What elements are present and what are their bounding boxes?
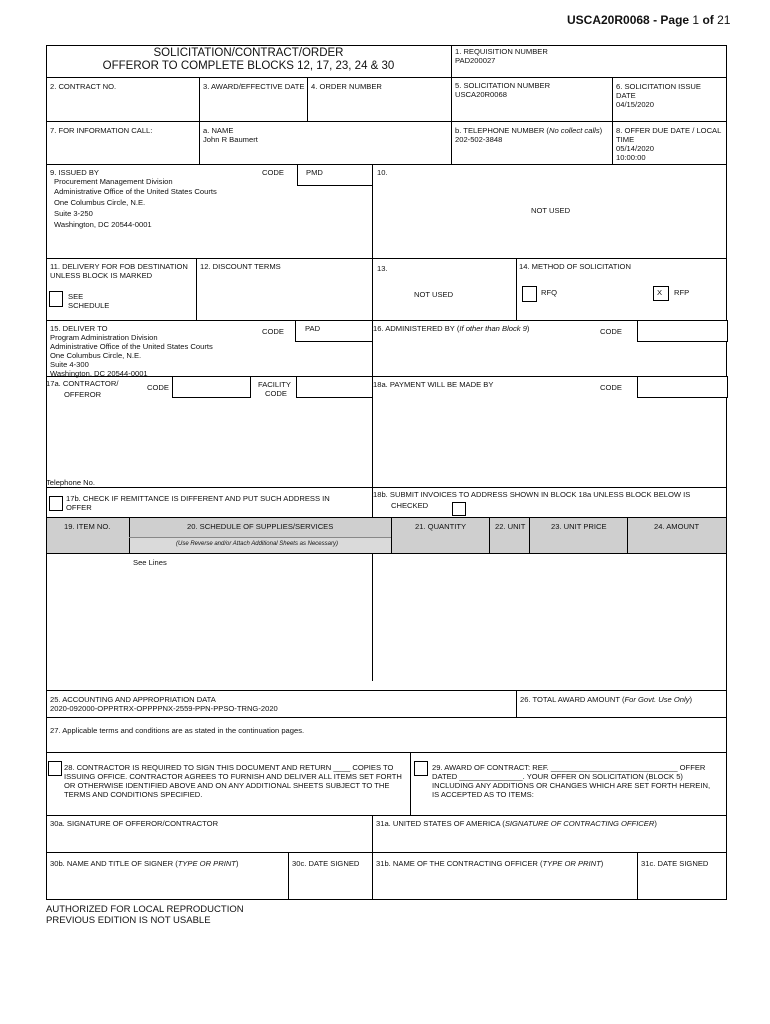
deliver-to-line-2: Administrative Office of the United States Courts [50,342,213,351]
award-date-label: 3. AWARD/EFFECTIVE DATE [203,82,305,91]
invoice-checkbox[interactable] [452,502,466,516]
invoice-label-1: 18b. SUBMIT INVOICES TO ADDRESS SHOWN IN BLOCK 18a UNLESS BLOCK BELOW IS [373,490,691,499]
issue-date-label-1: 6. SOLICITATION ISSUE [616,82,701,91]
contractor-sign-checkbox[interactable] [48,761,62,776]
total-award-label: 26. TOTAL AWARD AMOUNT (For Govt. Use Only) [520,695,693,704]
award-contract-checkbox[interactable] [414,761,428,776]
page-number: 1 [692,13,700,27]
facility-code-box [296,376,373,398]
contact-name-value: John R Baumert [203,135,258,144]
block29-line-3: INCLUDING ANY ADDITIONS OR CHANGES WHICH ARE SET FORTH HEREIN, [432,781,711,790]
signer-name-label: 30b. NAME AND TITLE OF SIGNER (TYPE OR PRINT) [50,859,239,868]
contact-name-label: a. NAME [203,126,234,135]
deliver-to-label: 15. DELIVER TO [50,324,108,333]
block29-line-1: 29. AWARD OF CONTRACT: REF. ______________________________ OFFER [432,763,706,772]
deliver-to-line-1: Program Administration Division [50,333,158,342]
remittance-label-1: 17b. CHECK IF REMITTANCE IS DIFFERENT AND PUT SUCH ADDRESS IN [66,494,330,503]
telephone-value: 202-502-3848 [455,135,503,144]
block13-label: 13. [377,264,388,273]
offeror-date-signed-label: 30c. DATE SIGNED [292,859,360,868]
payment-code-label: CODE [600,383,622,392]
col-quantity: 21. QUANTITY [415,522,467,531]
officer-name-label: 31b. NAME OF THE CONTRACTING OFFICER (TYPE OR PRINT) [376,859,604,868]
contractor-code-label: CODE [147,383,169,392]
rfq-label: RFQ [541,288,558,297]
see-schedule-checkbox[interactable] [49,291,63,307]
contracting-officer-signature-label: 31a. UNITED STATES OF AMERICA (SIGNATURE OF CONTRACTING OFFICER) [376,819,657,828]
col-schedule: 20. SCHEDULE OF SUPPLIES/SERVICES [187,522,334,531]
offeror-signature-label: 30a. SIGNATURE OF OFFEROR/CONTRACTOR [50,819,219,828]
block29-line-2: DATED _______________. YOUR OFFER ON SOLICITATION (BLOCK 5) [432,772,683,781]
accounting-value: 2020-092000-OPPRTRX-OPPPPNX-2559-PPN-PPSO-TRNG-2020 [50,704,278,713]
offer-due-label-1: 8. OFFER DUE DATE / LOCAL [616,126,722,135]
issue-date-value: 04/15/2020 [616,100,655,109]
issued-by-line-4: Suite 3-250 [54,209,93,218]
discount-terms-label: 12. DISCOUNT TERMS [200,262,281,271]
fob-label-1: 11. DELIVERY FOR FOB DESTINATION [50,262,188,271]
see-schedule-label-2: SCHEDULE [68,301,110,310]
form-title-line2: OFFEROR TO COMPLETE BLOCKS 12, 17, 23, 24 & 30 [102,60,395,72]
telephone-no-label: Telephone No. [46,478,95,487]
col-unit: 22. UNIT [495,522,526,531]
contractor-code-box [172,376,251,398]
solicitation-number-value: USCA20R0068 [455,90,507,99]
col-unit-price: 23. UNIT PRICE [551,522,607,531]
solicitation-number-label: 5. SOLICITATION NUMBER [455,81,551,90]
issued-by-label: 9. ISSUED BY [50,168,99,177]
deliver-to-line-3: One Columbus Circle, N.E. [50,351,142,360]
rfp-label: RFP [674,288,690,297]
order-number-label: 4. ORDER NUMBER [311,82,382,91]
offer-due-label-2: TIME [616,135,635,144]
fob-label-2: UNLESS BLOCK IS MARKED [50,271,153,280]
issued-by-line-1: Procurement Management Division [54,177,173,186]
deliver-to-line-4: Suite 4-300 [50,360,89,369]
block10-label: 10. [377,168,388,177]
accounting-label: 25. ACCOUNTING AND APPROPRIATION DATA [50,695,216,704]
facility-code-label-2: CODE [265,389,287,398]
payment-code-box [637,376,728,398]
block28-line-2: ISSUING OFFICE. CONTRACTOR AGREES TO FURNISH AND DELIVER ALL ITEMS SET FORTH [64,772,402,781]
terms-conditions-text: 27. Applicable terms and conditions are as stated in the continuation pages. [50,726,305,735]
issued-by-line-2: Administrative Office of the United States Courts [54,187,217,196]
form-title [46,47,451,73]
issued-by-code-label: CODE [262,168,284,177]
offer-due-time: 10:00:00 [616,153,646,162]
offer-due-date: 05/14/2020 [616,144,655,153]
facility-code-label-1: FACILITY [258,380,291,389]
block10-value: NOT USED [531,206,571,215]
block28-line-4: TERMS AND CONDITIONS SPECIFIED. [64,790,203,799]
issued-by-line-3: One Columbus Circle, N.E. [54,198,146,207]
footer-line-2: PREVIOUS EDITION IS NOT USABLE [46,915,211,926]
block28-line-3: OR OTHERWISE IDENTIFIED ABOVE AND ON ANY ADDITIONAL SHEETS SUBJECT TO THE [64,781,390,790]
issued-by-line-5: Washington, DC 20544-0001 [54,220,152,229]
requisition-number-value: PAD200027 [455,56,496,65]
see-schedule-label-1: SEE [68,292,84,301]
telephone-label: b. TELEPHONE NUMBER (No collect calls) [455,126,603,135]
rfp-check-mark: X [657,288,663,297]
rfq-checkbox[interactable] [522,286,537,302]
deliver-to-code-label: CODE [262,327,284,336]
col-schedule-note: (Use Reverse and/or Attach Additional Sheets as Necessary) [176,541,338,547]
payment-by-label: 18a. PAYMENT WILL BE MADE BY [373,380,494,389]
requisition-number-label: 1. REQUISITION NUMBER [455,47,548,56]
contract-no-label: 2. CONTRACT NO. [50,82,117,91]
issue-date-label-2: DATE [616,91,636,100]
page-of: of [702,13,714,27]
document-number: USCA20R0068 [567,13,650,27]
deliver-to-line-5: Washington, DC 20544-0001 [50,369,148,378]
block28-line-1: 28. CONTRACTOR IS REQUIRED TO SIGN THIS DOCUMENT AND RETURN ____ COPIES TO [64,763,394,772]
info-call-label: 7. FOR INFORMATION CALL: [50,126,153,135]
remittance-label-2: OFFER [66,503,92,512]
page-separator: - Page [653,13,690,27]
invoice-label-2: CHECKED [391,501,429,510]
contractor-label-1: 17a. CONTRACTOR/ [46,379,119,388]
method-solicitation-label: 14. METHOD OF SOLICITATION [519,262,631,271]
block29-line-4: IS ACCEPTED AS TO ITEMS: [432,790,534,799]
col-amount: 24. AMOUNT [654,522,700,531]
page-total: 21 [717,13,731,27]
officer-date-signed-label: 31c. DATE SIGNED [641,859,709,868]
contractor-label-2: OFFEROR [64,390,102,399]
administered-by-code-label: CODE [600,327,622,336]
administered-by-code-box [637,320,728,342]
footer-line-1: AUTHORIZED FOR LOCAL REPRODUCTION [46,904,244,915]
deliver-to-code-value: PAD [305,324,321,333]
form-title-line1: SOLICITATION/CONTRACT/ORDER [153,47,344,59]
schedule-body-text: See Lines [133,558,167,567]
administered-by-label: 16. ADMINISTERED BY (If other than Block 9) [373,324,530,333]
col-item-no: 19. ITEM NO. [64,522,111,531]
block13-value: NOT USED [414,290,454,299]
issued-by-code-value: PMD [306,168,323,177]
remittance-checkbox[interactable] [49,496,63,511]
